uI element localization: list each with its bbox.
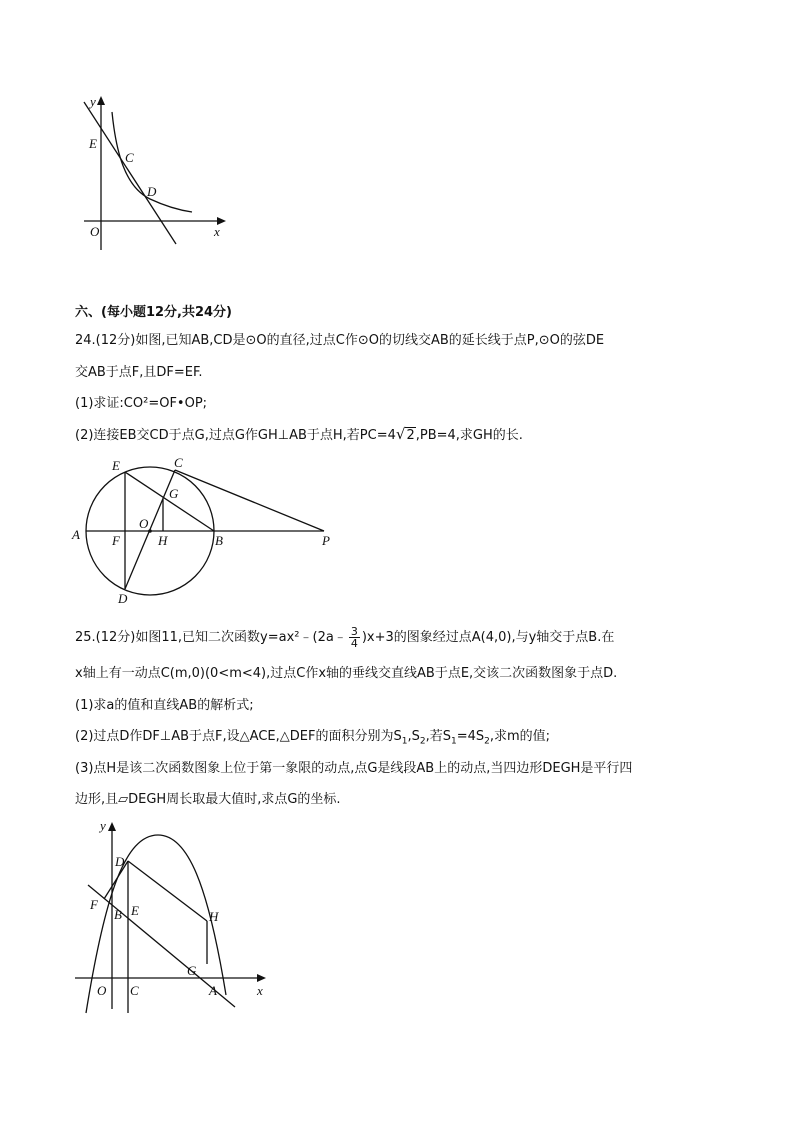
label-E: E (131, 903, 139, 918)
subscript: 2 (419, 736, 426, 747)
section-title: 六、(每小题12分,共24分) (75, 305, 233, 320)
q24-line1: 24.(12分)如图,已知AB,CD是⊙O的直径,过点C作⊙O的切线交AB的延长线于点P,⊙O的弦DE (75, 333, 605, 348)
point-O (148, 529, 152, 533)
label-A: A (72, 527, 80, 542)
label-D: D (115, 854, 125, 869)
label-O: O (97, 983, 107, 998)
q25-line1-text-a: 25.(12分)如图11,已知二次函数y=ax²﹣(2a﹣ (75, 630, 347, 645)
label-D: D (118, 591, 128, 606)
x-axis-arrow (257, 974, 266, 982)
q25-part2-text-a: (2)过点D作DF⊥AB于点F,设△ACE,△DEF的面积分别为S (75, 729, 402, 744)
label-H: H (209, 909, 219, 924)
tangent-CP (175, 470, 324, 531)
q24-part1: (1)求证:CO²=OF•OP; (75, 396, 208, 411)
fraction-3-4 (349, 626, 360, 649)
q25-line1 (75, 626, 614, 649)
y-axis-arrow (97, 96, 105, 105)
label-F: F (90, 897, 98, 912)
label-y: y (100, 818, 106, 833)
sqrt-radicand: 2 (406, 428, 415, 443)
q25-part3-line2: 边形,且▱DEGH周长取最大值时,求点G的坐标. (75, 792, 341, 807)
figure-hyperbola-tangent (70, 92, 240, 262)
line-ED (84, 102, 176, 244)
sqrt-symbol: √ (395, 425, 406, 443)
label-C: C (125, 150, 134, 165)
label-F: F (112, 533, 120, 548)
label-E: E (89, 136, 97, 151)
q25-part2-text-e: ,求m的值; (489, 729, 551, 744)
q25-part2-text-b: ,S (407, 729, 420, 744)
label-y: y (90, 94, 96, 109)
label-x: x (257, 983, 263, 998)
q25-part1: (1)求a的值和直线AB的解析式; (75, 698, 254, 713)
label-O: O (139, 516, 149, 531)
figure-circle-tangent (68, 455, 348, 610)
subscript: 2 (484, 736, 490, 747)
fraction-denominator: 4 (350, 637, 358, 650)
q24-part2-text-b: ,PB=4,求GH的长. (415, 428, 523, 443)
label-A: A (209, 983, 217, 998)
q25-line2: x轴上有一动点C(m,0)(0<m<4),过点C作x轴的垂线交直线AB于点E,交该二次函数图象于点D. (75, 666, 618, 681)
q25-part2 (75, 728, 550, 751)
label-G: G (187, 963, 197, 978)
label-C: C (174, 455, 183, 470)
q24-part2-text-a: (2)连接EB交CD于点G,过点G作GH⊥AB于点H,若PC=4 (75, 428, 396, 443)
label-H: H (158, 533, 168, 548)
label-C: C (130, 983, 139, 998)
parabola-curve (86, 835, 226, 1013)
label-B: B (215, 533, 223, 548)
q24-part2 (75, 425, 523, 445)
label-B: B (114, 907, 122, 922)
fraction-numerator: 3 (350, 625, 358, 638)
label-P: P (322, 533, 330, 548)
q24-line2: 交AB于点F,且DF=EF. (75, 365, 203, 380)
figure-parabola-parallelogram (70, 815, 280, 1015)
label-G: G (169, 486, 179, 501)
subscript: 1 (450, 736, 457, 747)
y-axis-arrow (108, 822, 116, 831)
label-E: E (112, 458, 120, 473)
q25-line1-text-b: )x+3的图象经过点A(4,0),与y轴交于点B.在 (361, 630, 615, 645)
q25-part3-line1: (3)点H是该二次函数图象上位于第一象限的动点,点G是线段AB上的动点,当四边形DEGH是平行四 (75, 761, 633, 776)
label-O: O (90, 224, 100, 239)
label-x: x (214, 224, 220, 239)
label-D: D (147, 184, 157, 199)
q25-part2-text-c: ,若S (425, 729, 451, 744)
subscript: 1 (401, 736, 408, 747)
q25-part2-text-d: =4S (456, 729, 485, 744)
